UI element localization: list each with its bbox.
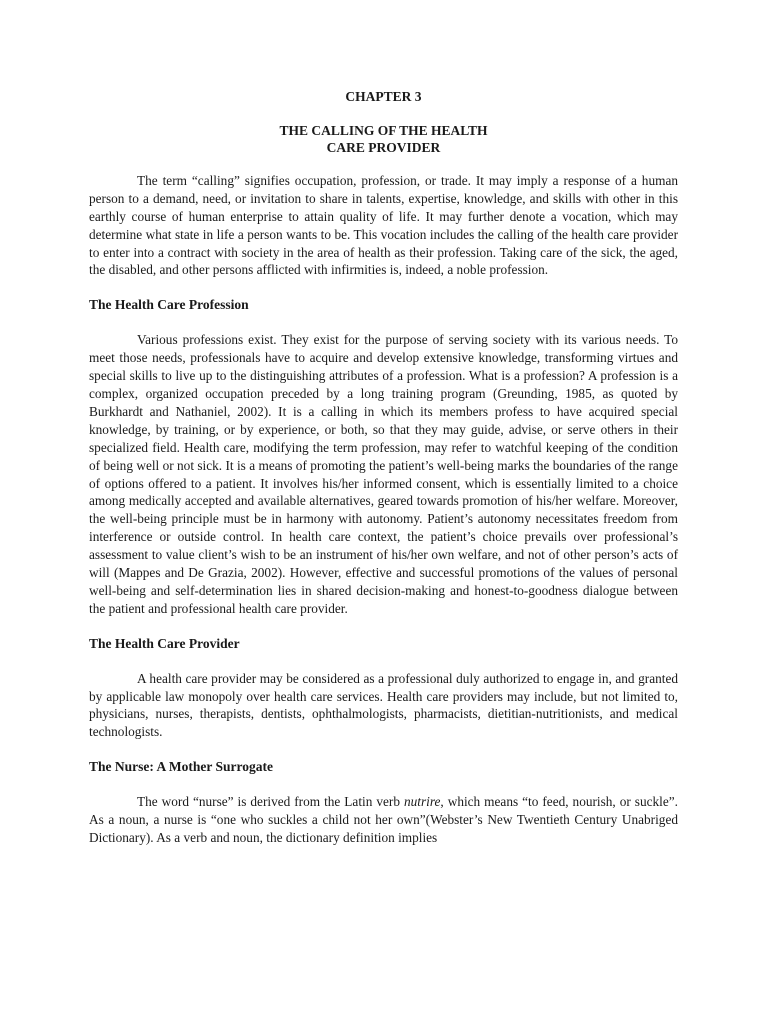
chapter-title-line-1: THE CALLING OF THE HEALTH xyxy=(279,122,488,138)
section-heading-health-care-profession: The Health Care Profession xyxy=(89,297,249,313)
section-heading-nurse-mother-surrogate: The Nurse: A Mother Surrogate xyxy=(89,759,273,775)
nurse-text-after: , which means “to feed, nourish, or suckle”. As a noun, a nurse is “one who suckles a child not her own”(Webster’s New Twentieth Century Unabriged Dictionary). As a verb and noun, the dictionary definition implies xyxy=(89,794,678,845)
section-paragraph-health-care-provider: A health care provider may be considered as a professional duly authorized to engage in, and granted by applicable law monopoly over health care services. Health care providers may include, but not limited to, physicians, nurses, therapists, dentists, ophthalmologists, pharmacists, dietitian-nutritionists, and medical technologists. xyxy=(89,670,678,740)
chapter-number: CHAPTER 3 xyxy=(345,89,422,104)
nurse-latin-term: nutrire xyxy=(403,794,441,810)
section-paragraph-health-care-profession: Various professions exist. They exist for the purpose of serving society with its various needs. To meet those needs, professionals have to acquire and develop extensive knowledge, transforming virtues and special skills to live up to the distinguishing attributes of a profession. What is a profession? A profession is a complex, organized occupation preceded by a long training program (Greunding, 1985, as quoted by Burkhardt and Nathaniel, 2002). It is a calling in which its members profess to have acquired special knowledge, by training, or by experience, or both, so that they may guide, advise, or serve others in their specialized field. Health care, modifying the term profession, may refer to watchful keeping of the condition of being well or not sick. It is a means of promoting the patient’s well-being marks the boundaries of the range of options offered to a patient. It involves his/her informed consent, which is essentially limited to a choice among medically accepted and available alternatives, geared towards promotion of his/her welfare. Moreover, the well-being principle must be in harmony with autonomy. Patient’s autonomy necessitates freedom from interference or outside control. In health care context, the patient’s choice prevails over professional’s assessment to value client’s wish to be an instrument of his/her own welfare, and not of other person’s acts of will (Mappes and De Grazia, 2002). However, effective and successful promotions of the values of personal well-being and self-determination lies in shared decision-making and honest-to-goodness dialogue between the patient and professional health care provider. xyxy=(89,332,678,616)
nurse-text-before: The word “nurse” is derived from the Latin verb xyxy=(137,794,404,810)
section-heading-health-care-provider: The Health Care Provider xyxy=(89,635,240,651)
chapter-title-line-2: CARE PROVIDER xyxy=(326,139,441,155)
chapter-title xyxy=(89,122,678,156)
section-paragraph-nurse-mother-surrogate xyxy=(89,793,678,847)
intro-paragraph: The term “calling” signifies occupation, profession, or trade. It may imply a response of a human person to a demand, need, or invitation to share in talents, expertise, knowledge, and skills with other in this earthly course of human enterprise to attain quality of life. It may further denote a vocation, which may determine what state in life a person wants to be. This vocation includes the calling of the health care provider to enter into a contract with society in the area of health as their profession. Taking care of the sick, the aged, the disabled, and other persons afflicted with infirmities is, indeed, a noble profession. xyxy=(89,172,678,278)
document-page xyxy=(89,88,678,847)
